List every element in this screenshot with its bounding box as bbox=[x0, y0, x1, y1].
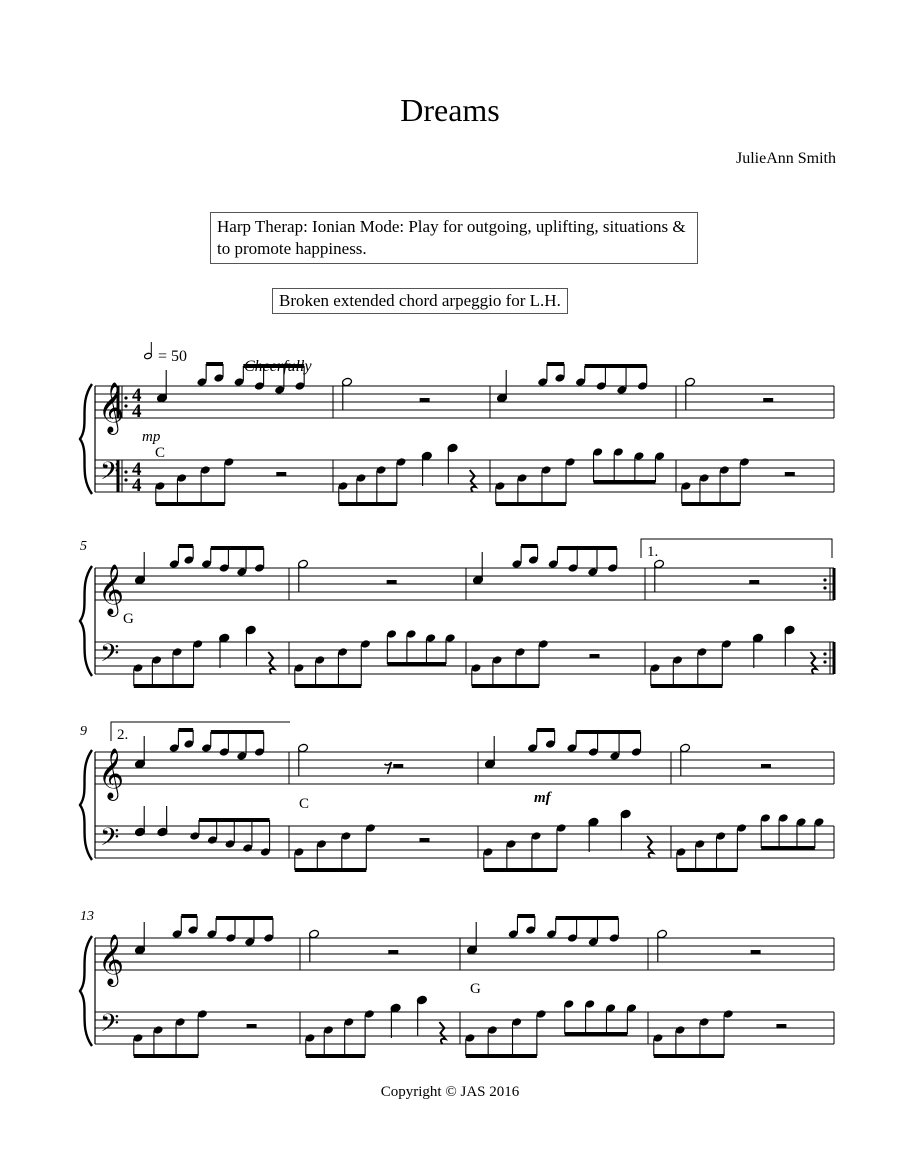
half-rest-icon bbox=[388, 950, 398, 954]
half-rest-icon bbox=[387, 580, 397, 584]
system-2 bbox=[80, 546, 834, 686]
brace-icon bbox=[80, 936, 92, 1046]
repeat-dot bbox=[823, 652, 826, 655]
treble-clef-icon: 𝄞 bbox=[98, 565, 125, 614]
bass-clef-icon: 𝄢 bbox=[100, 1010, 120, 1043]
measure-number-9: 9 bbox=[80, 724, 87, 739]
treble-clef-icon: 𝄞 bbox=[98, 383, 125, 432]
repeat-dot bbox=[124, 404, 127, 407]
repeat-dot bbox=[124, 478, 127, 481]
half-rest-icon bbox=[590, 654, 600, 658]
first-ending-label: 1. bbox=[647, 544, 659, 560]
half-rest-icon bbox=[761, 764, 771, 768]
bass-clef-icon: 𝄢 bbox=[100, 824, 120, 857]
half-rest-icon bbox=[420, 838, 430, 842]
repeat-dot bbox=[823, 586, 826, 589]
treble-clef-icon: 𝄞 bbox=[98, 935, 125, 984]
chord-label-c-2: C bbox=[299, 796, 310, 812]
half-rest-icon bbox=[276, 472, 286, 476]
half-note-tempo-icon bbox=[144, 342, 153, 360]
repeat-dot bbox=[124, 470, 127, 473]
bass-clef-icon: 𝄢 bbox=[100, 640, 120, 673]
half-rest-icon bbox=[763, 398, 773, 402]
measure-number-5: 5 bbox=[80, 539, 87, 554]
treble-clef-icon: 𝄞 bbox=[98, 749, 125, 798]
quarter-rest-icon bbox=[268, 652, 274, 674]
chord-label-g-2: G bbox=[470, 981, 481, 997]
composer-name: JulieAnn Smith bbox=[735, 150, 836, 167]
repeat-dot bbox=[823, 578, 826, 581]
expression-cheerfully: Cheerfully bbox=[244, 358, 312, 375]
half-rest-icon bbox=[393, 764, 403, 768]
brace-icon bbox=[80, 384, 92, 494]
system-1 bbox=[80, 364, 834, 504]
score-annotations bbox=[80, 342, 832, 997]
measure-number-13: 13 bbox=[80, 909, 94, 924]
quarter-rest-icon bbox=[470, 470, 476, 492]
time-signature-bottom-treble: 4 bbox=[132, 401, 142, 422]
repeat-dot bbox=[124, 396, 127, 399]
chord-label-g: G bbox=[123, 611, 134, 627]
technique-note-box: Broken extended chord arpeggio for L.H. bbox=[272, 288, 568, 314]
first-ending-bracket bbox=[641, 539, 832, 558]
staff-systems bbox=[80, 364, 834, 1056]
half-rest-icon bbox=[749, 580, 759, 584]
quarter-rest-icon bbox=[647, 836, 653, 858]
dynamic-mp: mp bbox=[142, 429, 161, 445]
dynamic-mf: mf bbox=[534, 790, 551, 806]
system-3 bbox=[80, 730, 834, 870]
repeat-dot bbox=[823, 660, 826, 663]
time-signature-top-bass: 4 bbox=[132, 459, 142, 480]
therapy-note-box: Harp Therap: Ionian Mode: Play for outgoing, uplifting, situations & to promote happiness. bbox=[210, 212, 698, 264]
half-rest-icon bbox=[751, 950, 761, 954]
half-rest-icon bbox=[776, 1024, 786, 1028]
half-rest-icon bbox=[785, 472, 795, 476]
bass-clef-icon: 𝄢 bbox=[100, 458, 120, 491]
chord-label-c: C bbox=[155, 445, 166, 461]
time-signature-top-treble: 4 bbox=[132, 385, 142, 406]
copyright-notice: Copyright © JAS 2016 bbox=[380, 1084, 520, 1100]
brace-icon bbox=[80, 566, 92, 676]
time-signature-bottom-bass: 4 bbox=[132, 475, 142, 496]
quarter-rest-icon bbox=[811, 652, 817, 674]
quarter-rest-icon bbox=[439, 1022, 445, 1044]
tempo-marking: = 50 bbox=[158, 348, 188, 365]
half-rest-icon bbox=[247, 1024, 257, 1028]
system-4 bbox=[80, 916, 834, 1056]
half-rest-icon bbox=[420, 398, 430, 402]
second-ending-label: 2. bbox=[117, 727, 129, 743]
score-title: Dreams bbox=[400, 92, 500, 128]
brace-icon bbox=[80, 750, 92, 860]
